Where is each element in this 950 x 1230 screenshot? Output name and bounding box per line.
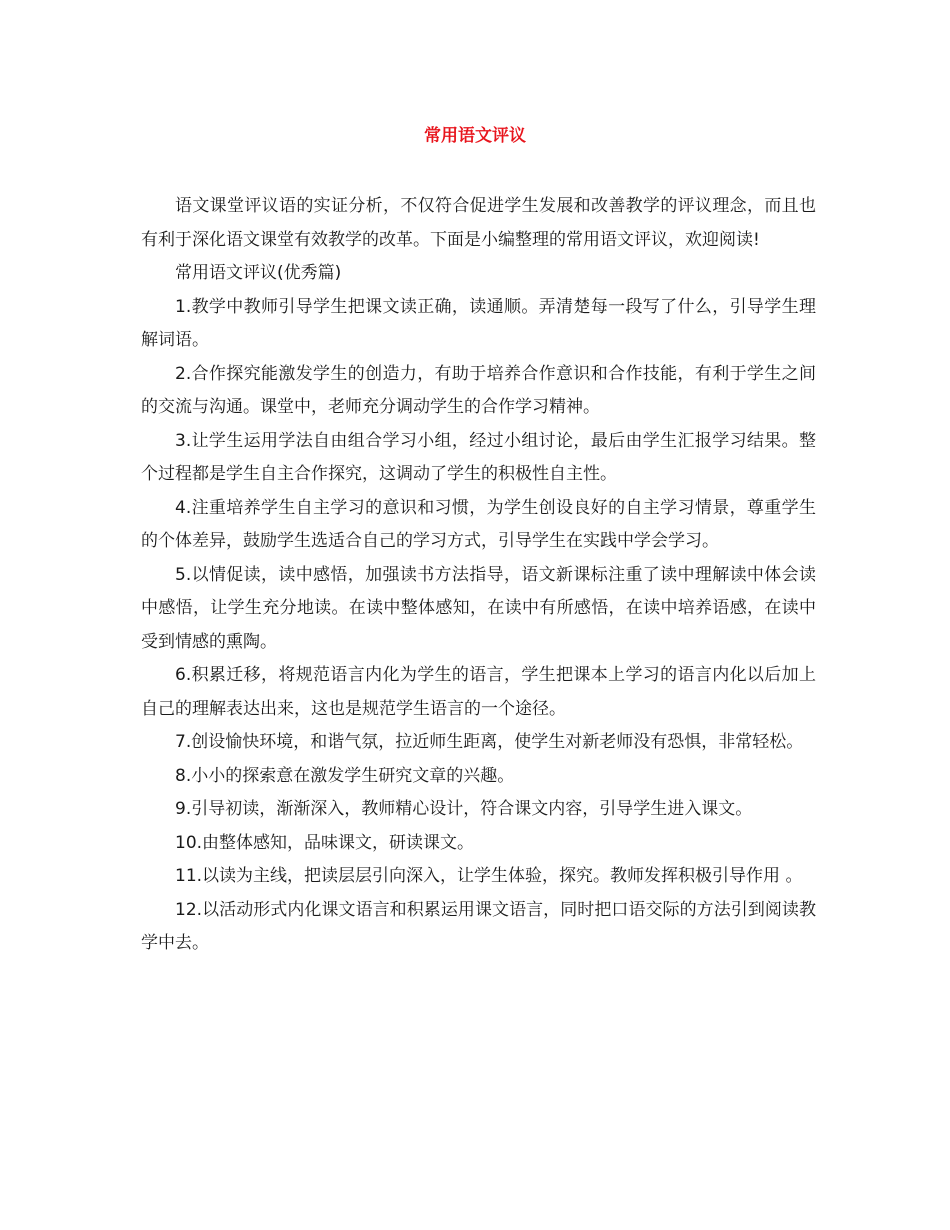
list-item: 10.由整体感知，品味课文，研读课文。 <box>175 832 475 853</box>
list-item: 5.以情促读，读中感悟，加强读书方法指导，语文新课标注重了读中理解读中体会读中感悟，让学生充分地读。在读中整体感知，在读中有所感悟，在读中培养语感，在读中受到情感的熏陶。 <box>141 564 816 652</box>
section-heading: 常用语文评议(优秀篇) <box>175 263 342 283</box>
document-body <box>141 190 816 961</box>
list-item: 6.积累迁移，将规范语言内化为学生的语言，学生把课本上学习的语言内化以后加上自己的理解表达出来，这也是规范学生语言的一个途径。 <box>141 665 816 719</box>
intro-paragraph: 语文课堂评议语的实证分析，不仅符合促进学生发展和改善教学的评议理念，而且也有利于深化语文课堂有效教学的改革。下面是小编整理的常用语文评议，欢迎阅读! <box>141 196 816 250</box>
list-item: 4.注重培养学生自主学习的意识和习惯，为学生创设良好的自主学习情景，尊重学生的个体差异，鼓励学生选适合自己的学习方式，引导学生在实践中学会学习。 <box>141 497 816 551</box>
list-item: 9.引导初读，渐渐深入，教师精心设计，符合课文内容，引导学生进入课文。 <box>175 799 753 819</box>
document-title: 常用语文评议 <box>424 126 526 146</box>
list-item: 1.教学中教师引导学生把课文读正确，读通顺。弄清楚每一段写了什么，引导学生理解词语。 <box>141 296 816 350</box>
list-item: 12.以活动形式内化课文语言和积累运用课文语言，同时把口语交际的方法引到阅读教学中去。 <box>141 899 816 953</box>
list-item: 2.合作探究能激发学生的创造力，有助于培养合作意识和合作技能，有利于学生之间的交流与沟通。课堂中，老师充分调动学生的合作学习精神。 <box>141 363 816 417</box>
list-item: 3.让学生运用学法自由组合学习小组，经过小组讨论，最后由学生汇报学习结果。整个过程都是学生自主合作探究，这调动了学生的积极性自主性。 <box>141 430 816 484</box>
list-item: 8.小小的探索意在激发学生研究文章的兴趣。 <box>175 765 515 786</box>
list-item: 11.以读为主线，把读层层引向深入，让学生体验，探究。教师发挥积极引导作用 。 <box>175 866 803 886</box>
list-item: 7.创设愉快环境，和谐气氛，拉近师生距离，使学生对新老师没有恐惧，非常轻松。 <box>175 732 804 752</box>
